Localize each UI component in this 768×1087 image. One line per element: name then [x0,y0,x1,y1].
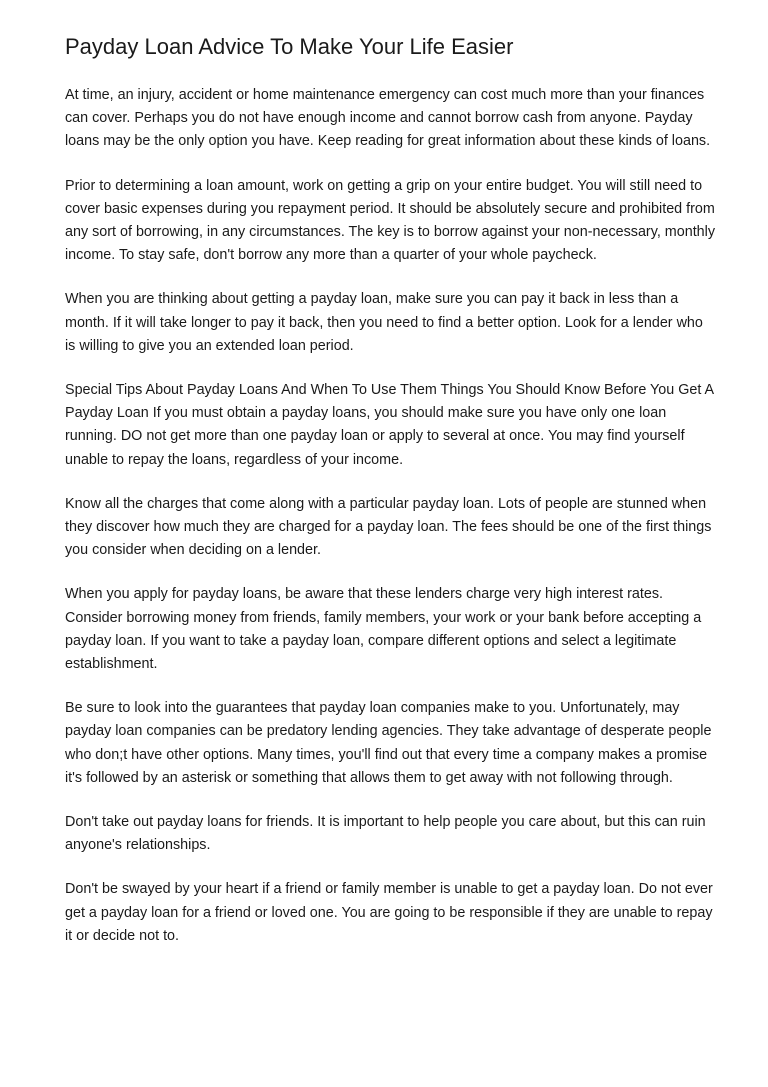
paragraph-3: When you are thinking about getting a payday loan, make sure you can pay it back in less than a month. If it will take longer to pay it back, then you need to find a better option. Look for a lender who is willing to give you an extended loan period. [65,291,703,354]
paragraph-5: Know all the charges that come along with a particular payday loan. Lots of people are stunned when they discover how much they are charged for a payday loan. The fees should be one of the first things you consider when deciding on a lender. [65,495,712,559]
document-page [65,32,715,969]
paragraph-2: Prior to determining a loan amount, work on getting a grip on your entire budget. You will still need to cover basic expenses during you repayment period. It should be absolutely secure and prohibited from any sort of borrowing, in any circumstances. The key is to borrow against your non-necessary, monthly income. To stay safe, don't borrow any more than a quarter of your whole paycheck. [65,177,716,264]
document-title: Payday Loan Advice To Make Your Life Easier [65,34,514,59]
paragraph-1: At time, an injury, accident or home maintenance emergency can cost much more than your finances can cover. Perhaps you do not have enough income and cannot borrow cash from anyone. Payday loans may be the only option you have. Keep reading for great information about these kinds of loans. [65,87,711,150]
paragraph-4: Special Tips About Payday Loans And When To Use Them Things You Should Know Before You Get A Payday Loan If you must obtain a payday loans, you should make sure you have only one loan running. DO not get more than one payday loan or apply to several at once. You may find yourself unable to repay the loans, regardless of your income. [65,382,714,468]
paragraph-8: Don't take out payday loans for friends. It is important to help people you care about, but this can ruin anyone's relationships. [65,814,706,854]
paragraph-9: Don't be swayed by your heart if a friend or family member is unable to get a payday loan. Do not ever get a payday loan for a friend or loved one. You are going to be responsible if they are unable to repay it or decide not to. [65,881,713,944]
paragraph-7: Be sure to look into the guarantees that payday loan companies make to you. Unfortunately, may payday loan companies can be predatory lending agencies. They take advantage of desperate people who don;t have other options. Many times, you'll find out that every time a company makes a promise it's followed by an asterisk or something that allows them to get away with not following through. [65,700,712,786]
paragraph-6: When you apply for payday loans, be aware that these lenders charge very high interest rates. Consider borrowing money from friends, family members, your work or your bank before accepting a payday loan. If you want to take a payday loan, compare different options and select a legitimate establishment. [65,586,702,673]
